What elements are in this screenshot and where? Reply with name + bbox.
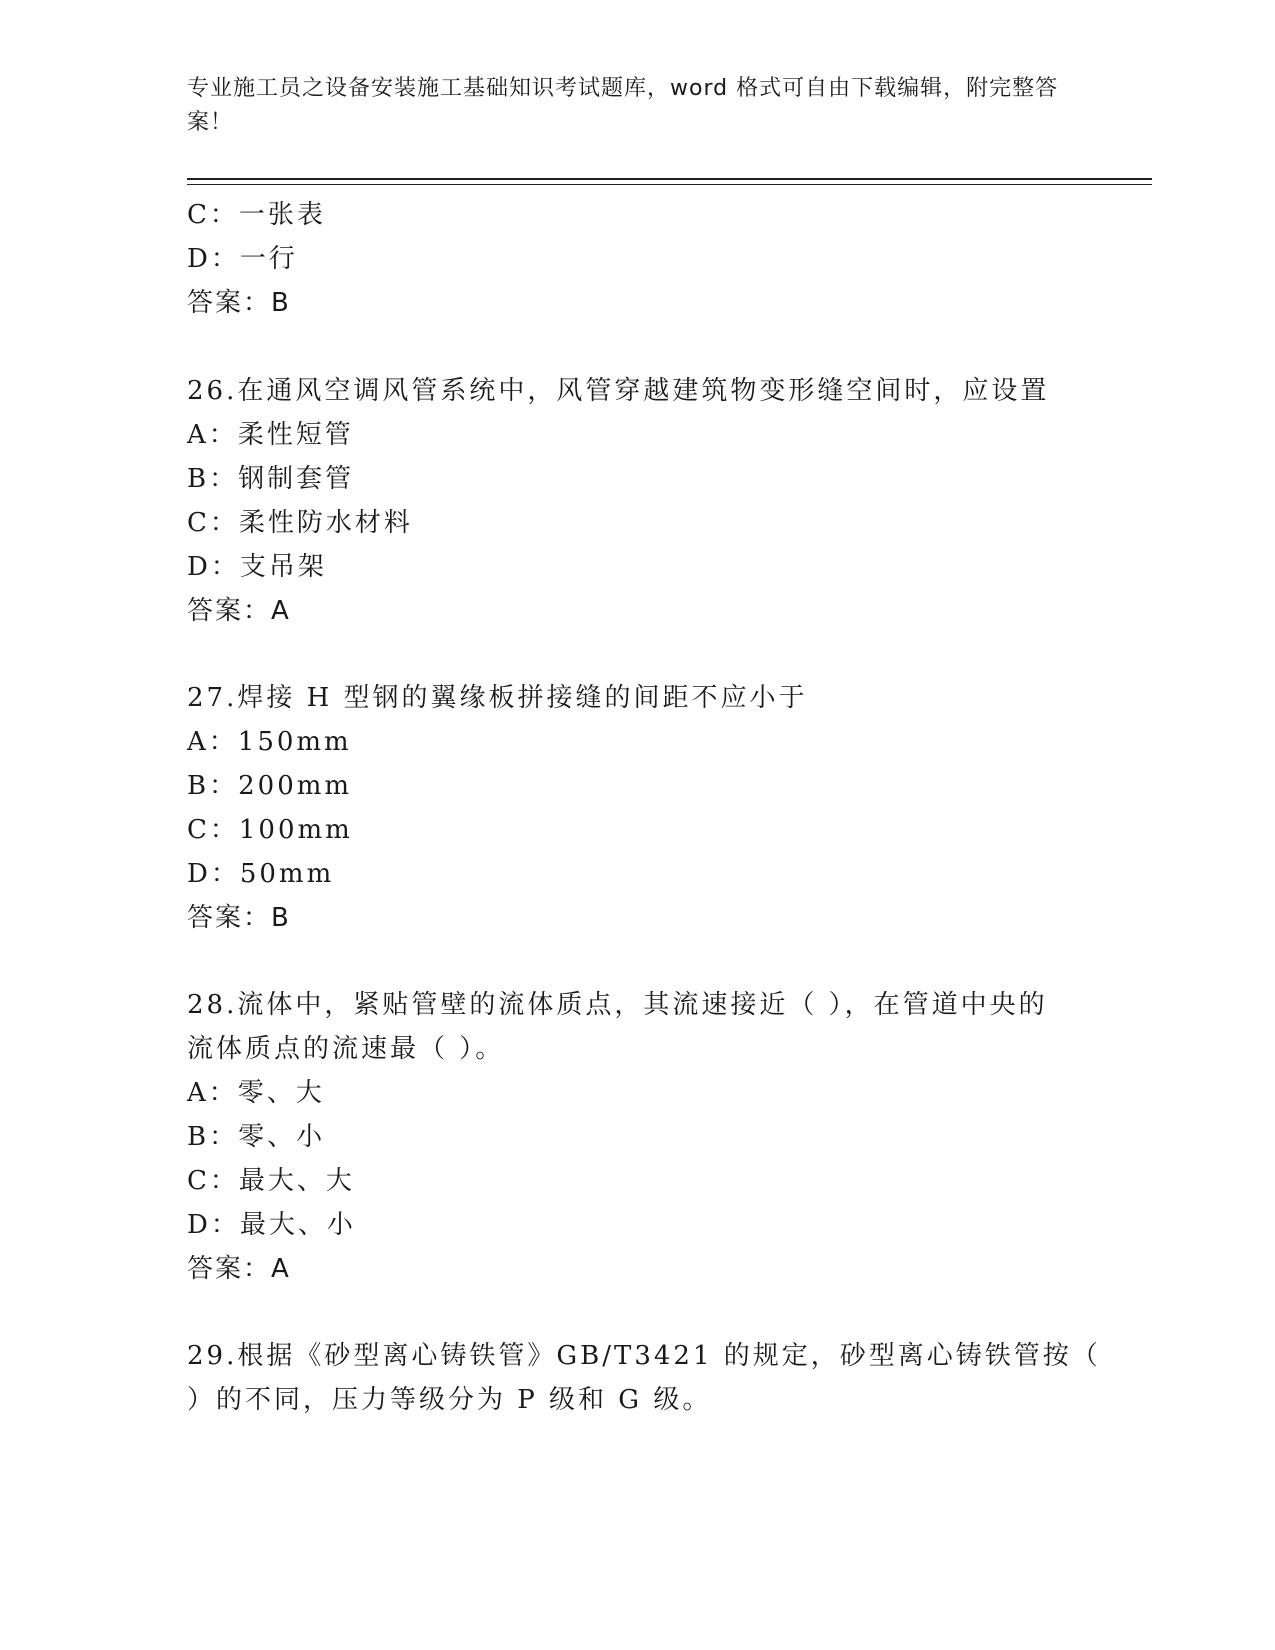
q25-option-c: C：一张表 — [187, 200, 326, 230]
q27-option-b: B：200mm — [187, 771, 353, 801]
q28-option-a: A：零、大 — [187, 1078, 325, 1108]
q26-answer: 答案：A — [187, 596, 291, 626]
header-divider-thin — [187, 184, 1152, 185]
q27-option-d: D：50mm — [187, 859, 335, 889]
q28-question-line1: 28.流体中，紧贴管壁的流体质点，其流速接近（ ），在管道中央的 — [187, 990, 1048, 1020]
q26-option-c: C：柔性防水材料 — [187, 508, 413, 538]
q25-answer: 答案：B — [187, 288, 291, 318]
q29-question-line1: 29.根据《砂型离心铸铁管》GB/T3421 的规定，砂型离心铸铁管按（ — [187, 1341, 1101, 1371]
q28-answer: 答案：A — [187, 1254, 291, 1284]
q26-option-a: A：柔性短管 — [187, 420, 354, 450]
header-divider — [187, 178, 1152, 180]
q27-answer: 答案：B — [187, 903, 291, 933]
q28-option-d: D：最大、小 — [187, 1210, 356, 1240]
q28-option-c: C：最大、大 — [187, 1166, 355, 1196]
q28-option-b: B：零、小 — [187, 1122, 326, 1152]
q26-question: 26.在通风空调风管系统中，风管穿越建筑物变形缝空间时，应设置 — [187, 376, 1050, 406]
q27-option-c: C：100mm — [187, 815, 353, 845]
q27-option-a: A：150mm — [187, 727, 352, 757]
q26-option-b: B：钢制套管 — [187, 464, 355, 494]
document-header: 专业施工员之设备安装施工基础知识考试题库，word 格式可自由下载编辑，附完整答案！ — [187, 76, 1059, 135]
q28-question-line2: 流体质点的流速最（ ）。 — [187, 1034, 505, 1064]
q29-question-line2: ）的不同，压力等级分为 P 级和 G 级。 — [187, 1385, 712, 1415]
q26-option-d: D：支吊架 — [187, 552, 327, 582]
q25-option-d: D：一行 — [187, 244, 298, 274]
q27-question: 27.焊接 H 型钢的翼缘板拼接缝的间距不应小于 — [187, 683, 808, 713]
